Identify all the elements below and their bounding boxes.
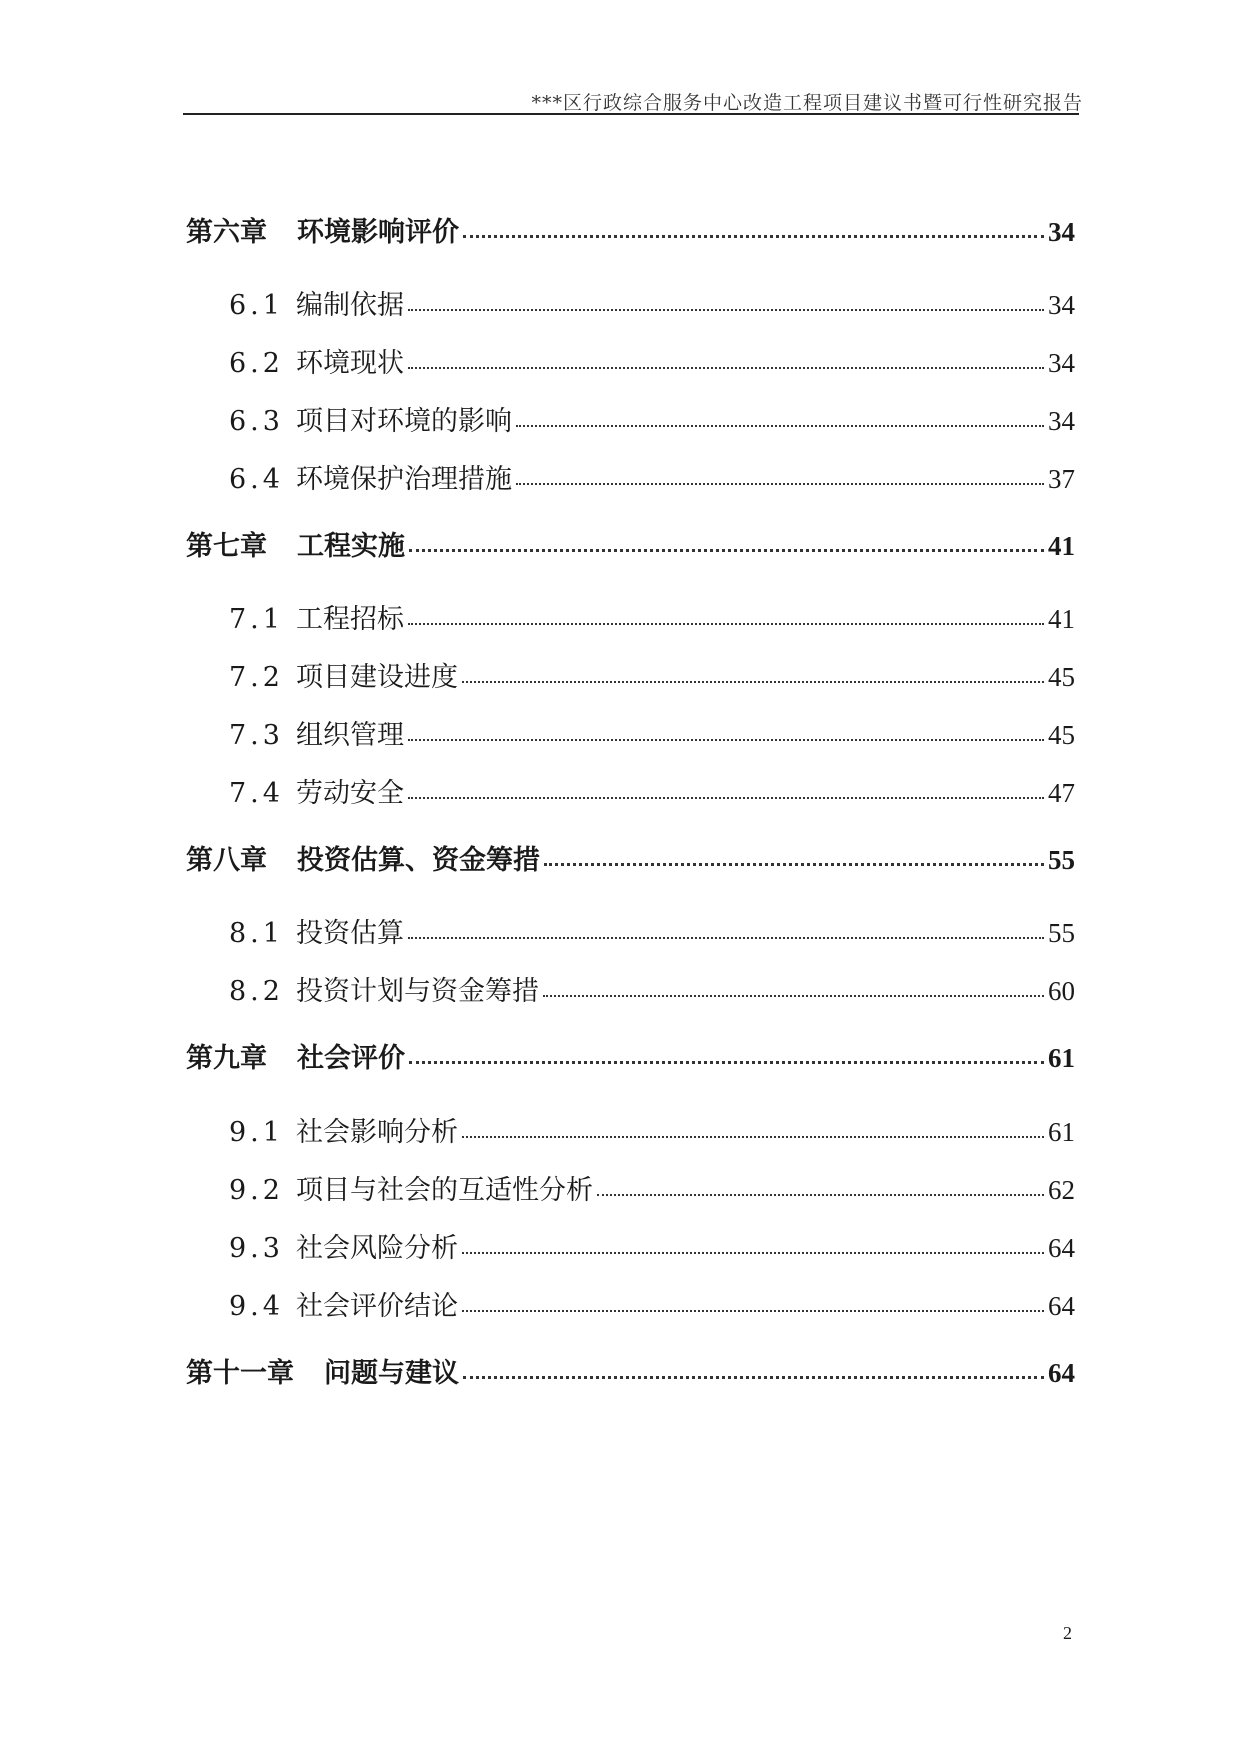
dot-leader [462, 1252, 1044, 1254]
toc-section-6-1[interactable] [186, 283, 1075, 322]
toc-section-number: 6.4 [229, 464, 284, 495]
toc-chapter-9[interactable] [186, 1036, 1075, 1075]
dot-leader [462, 1136, 1044, 1138]
toc-chapter-6[interactable] [186, 210, 1075, 249]
toc-section-number: 6.2 [229, 348, 284, 379]
toc-chapter-number: 第七章 [186, 531, 267, 562]
toc-section-7-2[interactable] [186, 655, 1075, 694]
toc-section-9-3[interactable] [186, 1226, 1075, 1265]
toc-page-number: 41 [1048, 604, 1075, 634]
toc-chapter-title: 工程实施 [297, 531, 405, 562]
toc-section-7-4[interactable] [186, 771, 1075, 810]
toc-section-title: 投资计划与资金筹措 [295, 976, 539, 1007]
dot-leader [462, 1310, 1044, 1312]
toc-section-6-4[interactable] [186, 457, 1075, 496]
toc-chapter-title: 投资估算、资金筹措 [297, 845, 540, 876]
dot-leader [597, 1194, 1044, 1196]
dot-leader [516, 425, 1044, 427]
toc-page-number: 47 [1048, 778, 1075, 808]
toc-section-9-2[interactable] [186, 1168, 1075, 1207]
toc-page-number: 55 [1048, 845, 1075, 875]
dot-leader [408, 739, 1044, 741]
toc-page-number: 60 [1048, 976, 1075, 1006]
toc-section-number: 9.3 [229, 1233, 284, 1264]
dot-leader [516, 483, 1044, 485]
toc-section-7-3[interactable] [186, 713, 1075, 752]
dot-leader [543, 995, 1044, 997]
toc-chapter-number: 第九章 [186, 1043, 267, 1074]
dot-leader [408, 937, 1044, 939]
toc-section-number: 9.4 [229, 1291, 284, 1322]
dot-leader [409, 549, 1044, 552]
toc-chapter-11[interactable] [186, 1351, 1075, 1390]
toc-chapter-number: 第六章 [186, 217, 267, 248]
dot-leader [408, 797, 1044, 799]
toc-chapter-number: 第八章 [186, 845, 267, 876]
toc-section-title: 工程招标 [295, 604, 404, 635]
toc-page-number: 62 [1048, 1175, 1075, 1205]
toc-page-number: 45 [1048, 720, 1075, 750]
dot-leader [409, 1061, 1044, 1064]
dot-leader [408, 623, 1044, 625]
toc-section-number: 7.3 [229, 720, 284, 751]
toc-page-number: 64 [1048, 1358, 1075, 1388]
toc-page-number: 34 [1048, 406, 1075, 436]
toc-section-title: 环境保护治理措施 [295, 464, 512, 495]
toc-page-number: 41 [1048, 531, 1075, 561]
toc-chapter-number: 第十一章 [186, 1358, 294, 1389]
toc-section-number: 9.1 [229, 1117, 284, 1148]
toc-page-number: 37 [1048, 464, 1075, 494]
toc-section-7-1[interactable] [186, 597, 1075, 636]
toc-page-number: 34 [1048, 348, 1075, 378]
page-header-title: ***区行政综合服务中心改造工程项目建议书暨可行性研究报告 [531, 92, 1083, 114]
toc-section-6-2[interactable] [186, 341, 1075, 380]
toc-chapter-8[interactable] [186, 838, 1075, 877]
toc-section-number: 7.4 [229, 778, 284, 809]
toc-section-title: 投资估算 [295, 918, 404, 949]
toc-section-title: 项目与社会的互适性分析 [295, 1175, 593, 1206]
page-number: 2 [1063, 1623, 1072, 1643]
toc-section-number: 7.1 [229, 604, 284, 635]
toc-section-number: 9.2 [229, 1175, 284, 1206]
toc-chapter-title: 环境影响评价 [297, 217, 459, 248]
toc-section-title: 劳动安全 [295, 778, 404, 809]
toc-page-number: 55 [1048, 918, 1075, 948]
toc-chapter-7[interactable] [186, 524, 1075, 563]
toc-section-title: 环境现状 [295, 348, 404, 379]
toc-chapter-title: 问题与建议 [324, 1358, 459, 1389]
dot-leader [544, 863, 1044, 866]
dot-leader [463, 235, 1044, 238]
toc-section-number: 6.1 [229, 290, 284, 321]
dot-leader [408, 309, 1044, 311]
toc-section-number: 8.1 [229, 918, 284, 949]
toc-section-9-1[interactable] [186, 1110, 1075, 1149]
toc-section-8-2[interactable] [186, 969, 1075, 1008]
dot-leader [408, 367, 1044, 369]
toc-section-title: 项目对环境的影响 [295, 406, 512, 437]
toc-section-number: 6.3 [229, 406, 284, 437]
toc-page-number: 34 [1048, 290, 1075, 320]
dot-leader [463, 1376, 1044, 1379]
toc-chapter-title: 社会评价 [297, 1043, 405, 1074]
toc-section-title: 编制依据 [295, 290, 404, 321]
toc-page-number: 45 [1048, 662, 1075, 692]
dot-leader [462, 681, 1044, 683]
toc-section-title: 组织管理 [295, 720, 404, 751]
toc-page-number: 64 [1048, 1233, 1075, 1263]
toc-page-number: 61 [1048, 1117, 1075, 1147]
header-rule [183, 113, 1079, 115]
toc-section-title: 社会风险分析 [295, 1233, 458, 1264]
toc-section-title: 项目建设进度 [295, 662, 458, 693]
toc-section-number: 7.2 [229, 662, 284, 693]
toc-section-title: 社会影响分析 [295, 1117, 458, 1148]
toc-section-title: 社会评价结论 [295, 1291, 458, 1322]
toc-section-6-3[interactable] [186, 399, 1075, 438]
toc-section-9-4[interactable] [186, 1284, 1075, 1323]
toc-page-number: 61 [1048, 1043, 1075, 1073]
toc-page-number: 34 [1048, 217, 1075, 247]
toc-section-8-1[interactable] [186, 911, 1075, 950]
toc-section-number: 8.2 [229, 976, 284, 1007]
toc-page-number: 64 [1048, 1291, 1075, 1321]
